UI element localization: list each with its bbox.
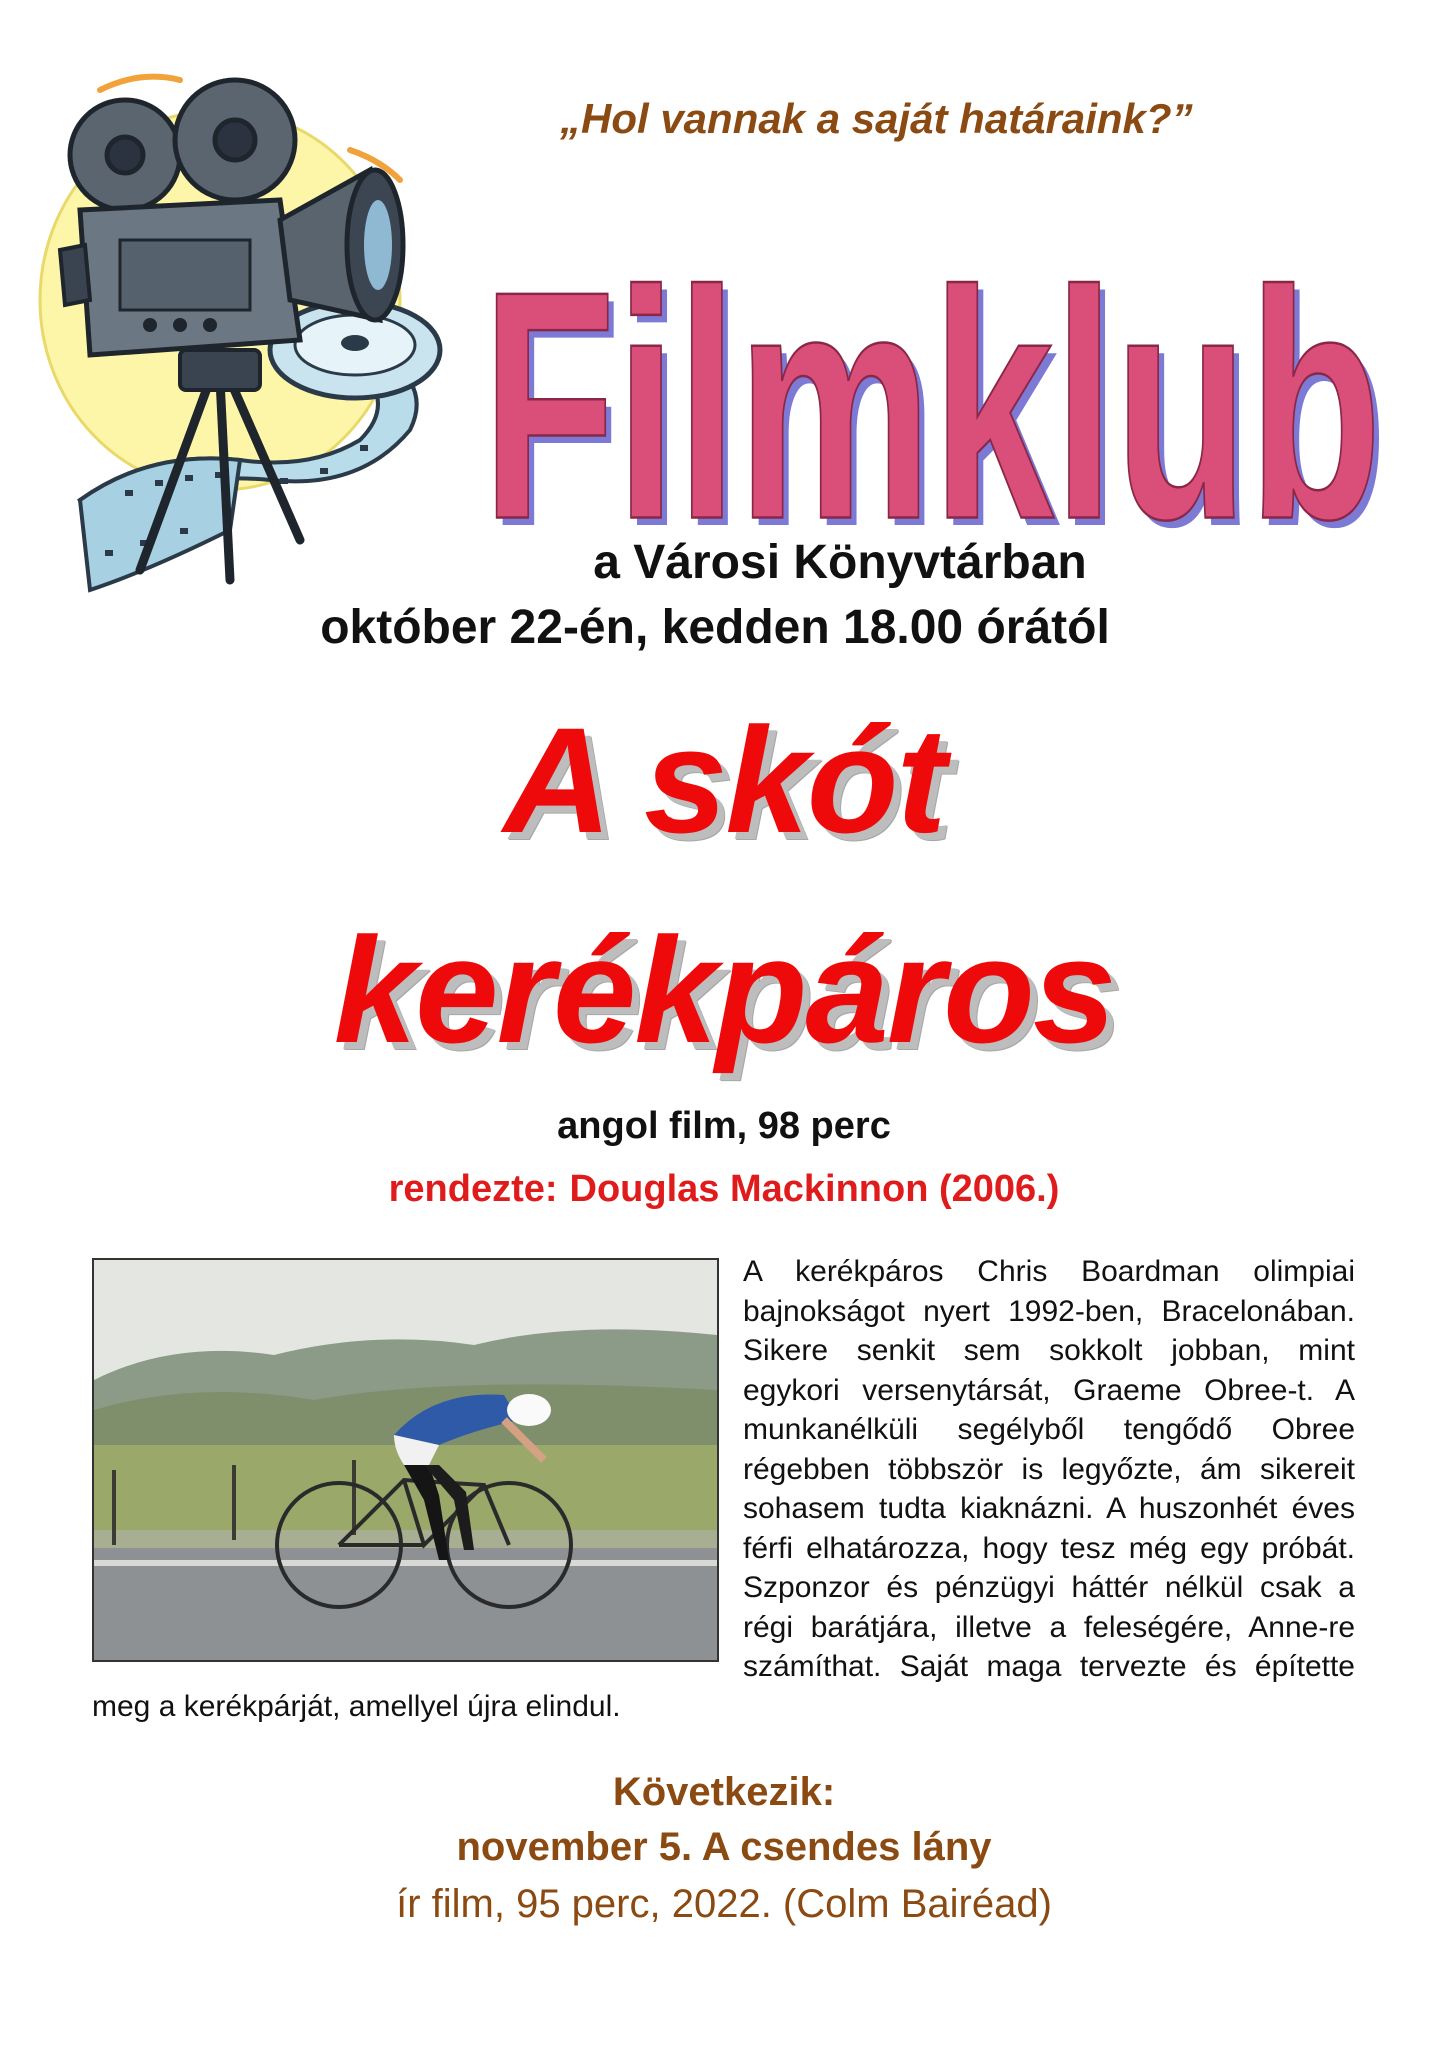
filmklub-title-shadow: Filmklub (488, 232, 1388, 540)
next-title: november 5. A csendes lány (456, 1825, 992, 1869)
next-meta: ír film, 95 perc, 2022. (Colm Bairéad) (396, 1882, 1052, 1926)
movie-title-line2: kerékpáros (333, 906, 1115, 1074)
venue: a Városi Könyvtárban (593, 536, 1087, 589)
event-datetime: október 22-én, kedden 18.00 órától (320, 601, 1110, 654)
filmklub-title (470, 150, 1400, 540)
filmklub-title-text: Filmklub (482, 224, 1382, 540)
director-label: rendezte: (388, 1168, 558, 1210)
director-line (0, 1168, 1448, 1211)
synopsis-text: A kerékpáros Chris Boardman olimpiai bajnokságot nyert 1992-ben, Bracelonában. Sikere senkit sem sokkolt jobban, mint egykori versenytársát, Graeme Obree-t. A munkanélküli segélyből tengődő Obree régebben többször is legyőzte, ám sikereit sohasem tudta kiaknázni. A huszonhét éves férfi elhatározza, hogy tesz még egy próbát. Szponzor és pénzügyi háttér nélkül csak a régi barátjára, illetve a feleségére, Anne-re számíthat. Saját maga tervezte és építette meg a kerékpárját, amellyel újra elindul. (92, 1255, 1355, 1723)
synopsis (92, 1252, 1355, 1726)
movie-title-line1: A skót (503, 696, 945, 864)
director-name: Douglas Mackinnon (2006.) (569, 1168, 1060, 1210)
tagline: „Hol vannak a saját határaink?” (560, 95, 1193, 142)
next-label: Következik: (612, 1770, 836, 1814)
film-meta: angol film, 98 perc (557, 1105, 891, 1147)
movie-camera-illustration (30, 50, 500, 650)
